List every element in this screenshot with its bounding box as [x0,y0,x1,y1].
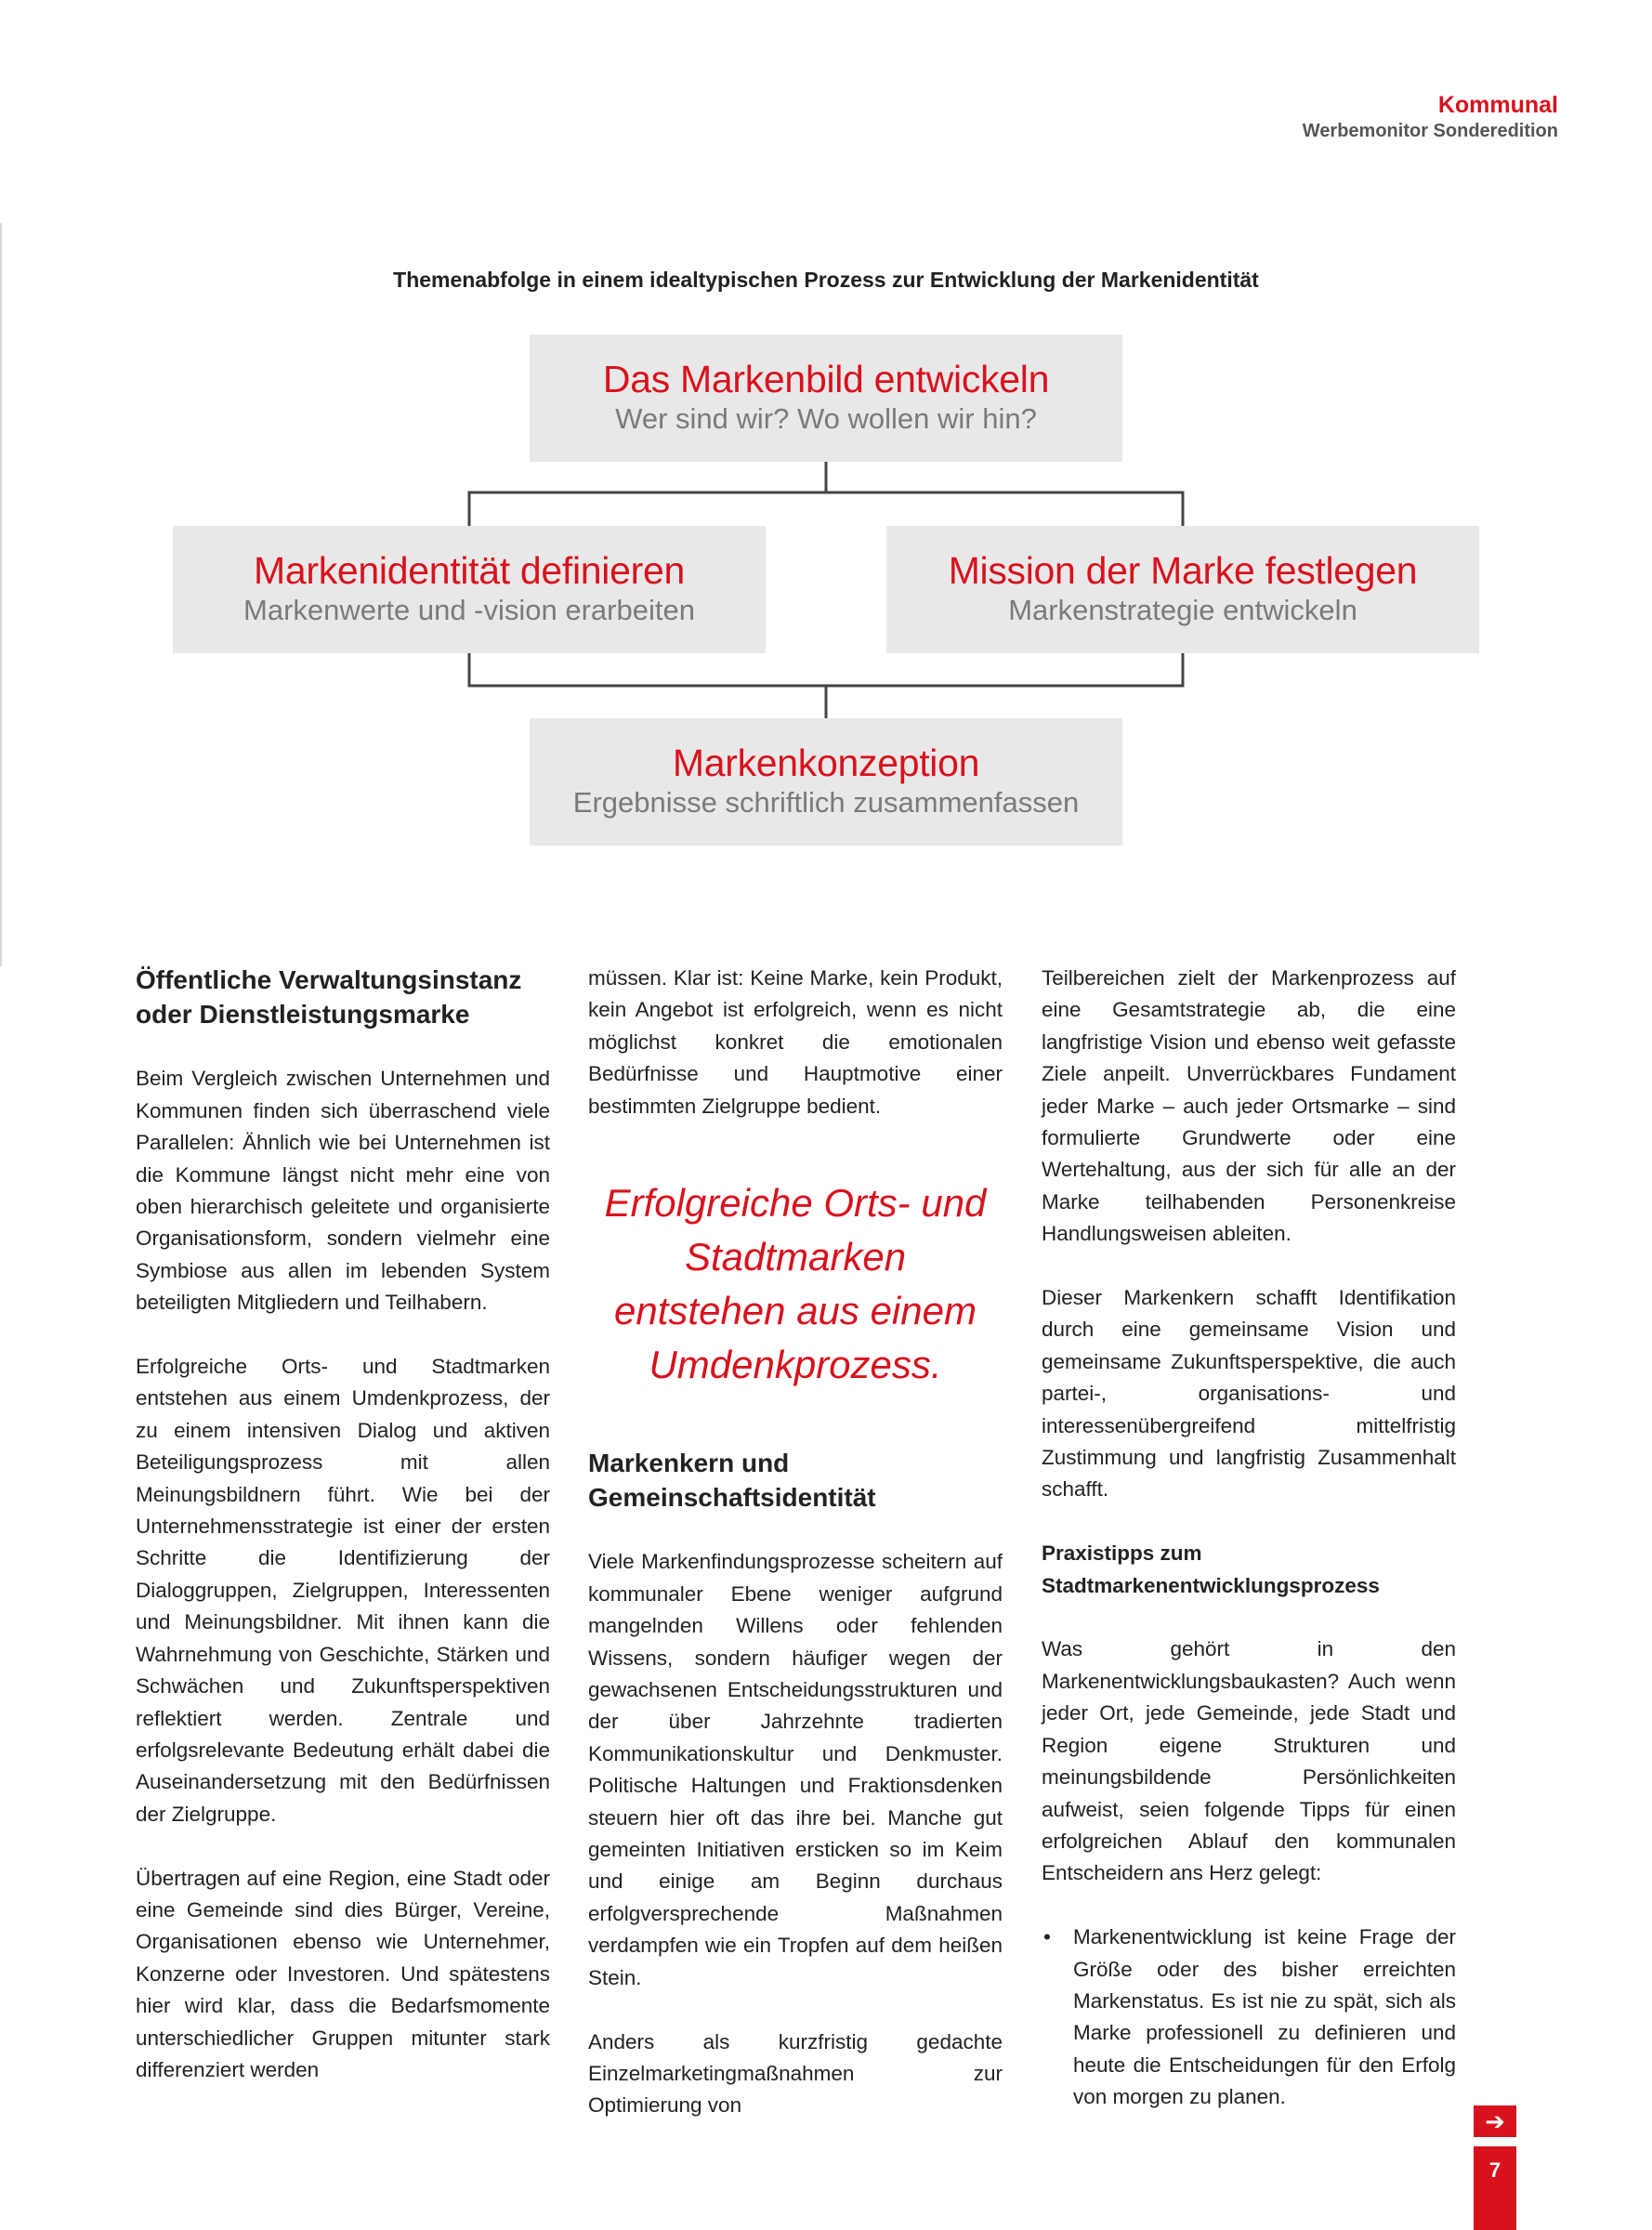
list-item [1043,1922,1456,2113]
box-title: Mission der Marke festlegen [948,549,1418,592]
pull-quote: Erfolgreiche Orts- und Stadtmarken entstehen aus einem Umdenkprozess. [604,1181,987,1387]
body-paragraph: Anders als kurzfristig gedachte Einzelmarketingmaßnahmen zur Optimierung von [588,2029,1003,2118]
diagram-title: Themenabfolge in einem idealtypischen Prozess zur Entwicklung der Markenidentität [393,268,1259,292]
text-column-3 [1042,963,1456,2114]
body-paragraph: Teilbereichen zielt der Markenprozess auf eine Gesamtstrategie ab, die eine langfristige Vision und ebenso weit gefasste Ziele anpeilt. Unverrückbares Fundament jeder Marke – auch jeder Ortsmarke – sind formulierte Grundwerte oder eine Wertehaltung, aus der sich für alle an der Marke teilhabenden Personenkreise Handlungsweisen ableiten. [1042,966,1456,1246]
section-heading: Markenkern und Gemeinschaftsidentität [588,1449,876,1513]
next-page-arrow-icon[interactable]: ➔ [1474,2105,1516,2137]
box-subtitle: Markenstrategie entwickeln [1008,594,1357,626]
tips-list [1042,1922,1456,2113]
body-paragraph: Viele Markenfindungsprozesse scheitern auf kommunaler Ebene weniger aufgrund mangelnden Willens oder fehlenden Wissens, sondern häufiger wegen der gewachsenen Entscheidungsstrukturen und der über Jahrzehnte tradierten Kommunikationskultur und Denkmuster. Politische Haltungen und Fraktionsdenken steuern hier oft das ihre bei. Manche gut gemeinten Initiativen ersticken so im Keim und einige am Beginn durchaus erfolgversprechende Maßnahmen verdampfen wie ein Tropfen auf dem heißen Stein. [588,1550,1003,1989]
body-paragraph: Beim Vergleich zwischen Unternehmen und Kommunen finden sich überraschend viele Parallelen: Ähnlich wie bei Unternehmen ist die Kommune längst nicht mehr eine von oben hierarchisch geleitete und organisierte Organisationsform, sondern vielmehr eine Symbiose aus allen im lebenden System beteiligten Mitgliedern und Teilhabern. [136,1067,550,1315]
publication-subtitle: Werbemonitor Sonderedition [1302,121,1558,141]
text-column-1 [136,963,550,2118]
page-number-tab [1474,2146,1516,2230]
diagram-box-markenidentitaet [173,526,766,653]
box-title: Markenkonzeption [672,741,980,784]
page-number: 7 [1488,2158,1501,2182]
diagram-box-mission [886,526,1479,653]
connector-bottom-bracket [469,653,1183,686]
connector-top-bracket [469,492,1183,526]
text-column-2 [588,963,1003,2154]
box-subtitle: Wer sind wir? Wo wollen wir hin? [615,402,1037,435]
box-subtitle: Markenwerte und -vision erarbeiten [243,594,695,626]
diagram-box-markenbild [530,334,1122,462]
body-paragraph: müssen. Klar ist: Keine Marke, kein Produkt, kein Angebot ist erfolgreich, wenn es nicht möglichst konkret die emotionalen Bedürfnisse und Hauptmotive einer bestimmten Zielgruppe bedient. [588,966,1003,1118]
subsection-heading: Praxistipps zum Stadtmarkenentwicklungsprozess [1042,1541,1380,1597]
body-paragraph: Erfolgreiche Orts- und Stadtmarken entstehen aus einem Umdenkprozess, der zu einem intensiven Dialog und aktiven Beteiligungsprozess mit allen Meinungsbildnern führt. Wie bei der Unternehmensstrategie ist einer der ersten Schritte die Identifizierung der Dialoggruppen, Zielgruppen, Interessenten und Meinungsbildner. Mit ihnen kann die Wahrnehmung von Geschichte, Stärken und Schwächen und Zukunftsperspektiven reflektiert werden. Zentrale und erfolgsrelevante Bedeutung erhält dabei die Auseinandersetzung mit den Bedürfnissen der Zielgruppe. [136,1355,550,1826]
body-paragraph: Was gehört in den Markenentwicklungsbaukasten? Auch wenn jeder Ort, jede Gemeinde, jede Stadt und Region eigene Strukturen und meinungsbildende Persönlichkeiten aufweist, seien folgende Tipps für einen erfolgreichen Ablauf den kommunalen Entscheidern ans Herz gelegt: [1042,1637,1456,1885]
box-title: Das Markenbild entwickeln [602,358,1050,400]
publication-brand: Kommunal [1437,92,1558,118]
section-heading: Öffentliche Verwaltungsinstanz oder Dienstleistungsmarke [136,965,522,1029]
body-paragraph: Übertragen auf eine Region, eine Stadt oder eine Gemeinde sind dies Bürger, Vereine, Organisationen ebenso wie Unternehmer, Konzerne oder Investoren. Und spätestens hier wird klar, dass die Bedarfsmomente unterschiedlicher Gruppen mitunter stark differenziert werden [136,1866,550,2081]
diagram-box-markenkonzeption [530,718,1122,846]
list-item-text: Markenentwicklung ist keine Frage der Größe oder des bisher erreichten Markenstatus. Es ist nie zu spät, sich als Marke professionell zu definieren und heute die Entscheidungen für den Erfolg von morgen zu planen. [1073,1925,1456,2109]
body-paragraph: Dieser Markenkern schafft Identifikation durch eine gemeinsame Vision und gemeinsame Zukunftsperspektive, die auch partei-, organisations- und interessenübergreifend mittelfristig Zustimmung und langfristig Zusammenhalt schafft. [1042,1286,1456,1502]
box-subtitle: Ergebnisse schriftlich zusammenfassen [572,786,1080,819]
box-title: Markenidentität definieren [254,549,685,592]
bullet-marker: • [1043,1925,1051,1949]
